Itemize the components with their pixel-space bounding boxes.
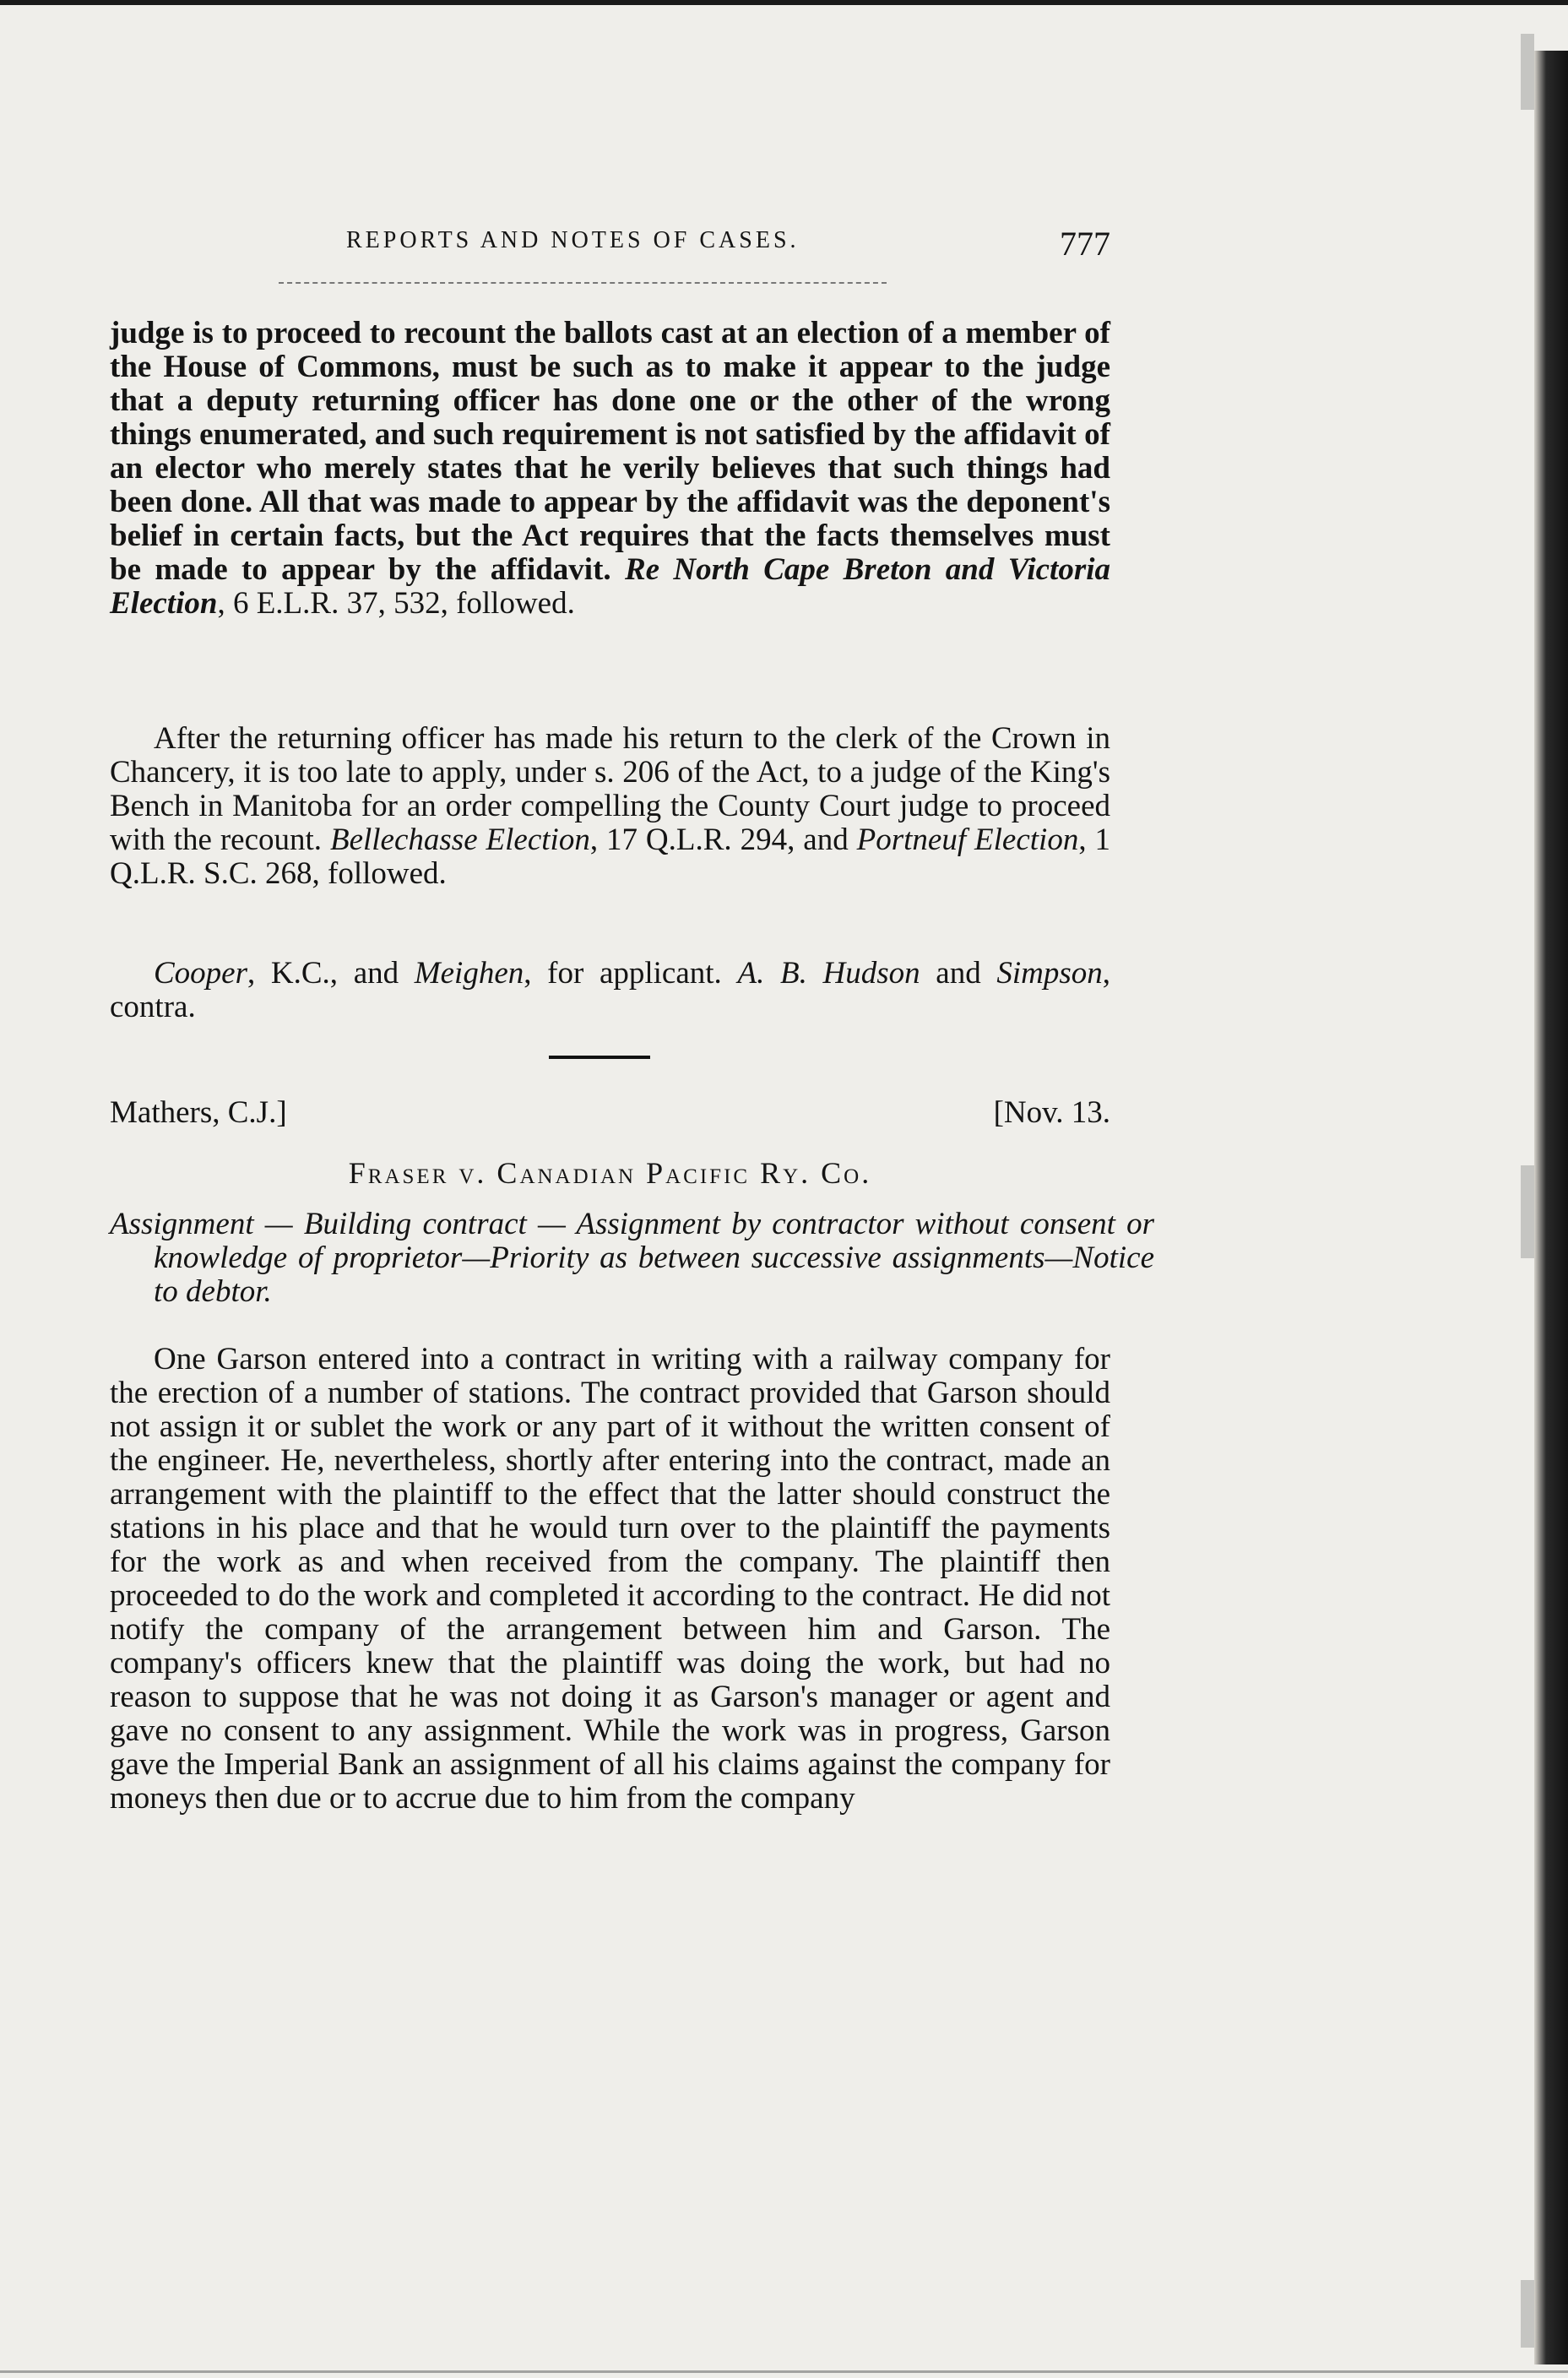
- scan-bottom-edge: [0, 2370, 1568, 2373]
- header-rule: [279, 282, 887, 284]
- counsel-name: Cooper: [154, 956, 247, 991]
- scan-top-edge: [0, 0, 1568, 5]
- headnote-paragraph-1: [110, 317, 1110, 621]
- counsel-paragraph: [110, 957, 1110, 1024]
- case-date: [Nov. 13.: [993, 1095, 1110, 1130]
- scan-noise: [1521, 1165, 1534, 1258]
- running-head: REPORTS AND NOTES OF CASES.: [346, 227, 800, 253]
- case-citation-name: Bellechasse Election: [329, 823, 590, 857]
- case-headnote: Assignment — Building contract — Assignment by contractor without consent or knowledge of proprietor—Priority as between successive assignments—Notice to debtor.: [110, 1207, 1154, 1309]
- counsel-text: and: [936, 956, 981, 991]
- case-citation-name: Re North Cape Breton and Victoria Election: [110, 552, 1110, 621]
- case-citation-ref: , 1 Q.L.R. S.C. 268, followed.: [110, 823, 1111, 891]
- scan-noise: [1521, 34, 1534, 110]
- case-title: Fraser v. Canadian Pacific Ry. Co.: [348, 1156, 872, 1190]
- counsel-name: Meighen: [414, 956, 524, 991]
- scan-binding-edge: [1534, 51, 1568, 2364]
- case-citation-ref: , 6 E.L.R. 37, 532, followed.: [217, 586, 575, 621]
- case-body-paragraph: One Garson entered into a contract in writing with a railway company for the erection of a number of stations. The contract provided that Garson should not assign it or sublet the work or any part of it without the written consent of the engineer. He, nevertheless, shortly after entering into the contract, made an arrangement with the plaintiff to the effect that the latter should construct the stations in his place and that he would turn over to the plaintiff the payments for the work as and when received from the company. The plaintiff then proceeded to do the work and completed it according to the contract. He did not notify the company of the arrangement between him and Garson. The company's officers knew that the plaintiff was doing the work, but had no reason to suppose that he was not doing it as Garson's manager or agent and gave no consent to any assignment. While the work was in progress, Garson gave the Imperial Bank an assignment of all his claims against the company for moneys then due or to accrue due to him from the company: [110, 1342, 1110, 1816]
- counsel-name: Simpson: [996, 956, 1103, 991]
- counsel-name: A. B. Hudson: [737, 956, 920, 991]
- paragraph-text: After the returning officer has made his return to the clerk of the Crown in Chancery, it is too late to apply, under s. 206 of the Act, to a judge of the King's Bench in Manitoba for an order compelling the County Court judge to proceed with the recount.: [110, 721, 1110, 857]
- case-citation-name: Portneuf Election: [856, 823, 1079, 857]
- case-judge-date-line: [110, 1094, 1110, 1132]
- headnote-paragraph-2: [110, 722, 1110, 891]
- case-separator-rule: [549, 1056, 650, 1059]
- counsel-text: , contra.: [110, 956, 1111, 1024]
- page-number: 777: [1060, 225, 1110, 263]
- page-header: [346, 224, 1110, 266]
- counsel-text: , for applicant.: [524, 956, 722, 991]
- scan-noise: [1521, 2280, 1534, 2348]
- paragraph-text: judge is to proceed to recount the ballots cast at an election of a member of the House of Commons, must be such as to make it appear to the judge that a deputy returning officer has done one or the other of the wrong things enumerated, and such requirement is not satisfied by the affidavit of an elector who merely states that he verily believes that such things had been done. All that was made to appear by the affidavit was the deponent's belief in certain facts, but the Act requires that the facts themselves must be made to appear by the affidavit.: [110, 316, 1110, 587]
- counsel-text: , K.C., and: [247, 956, 399, 991]
- case-citation-ref: , 17 Q.L.R. 294, and: [589, 823, 849, 857]
- judge-name: Mathers, C.J.]: [110, 1095, 287, 1130]
